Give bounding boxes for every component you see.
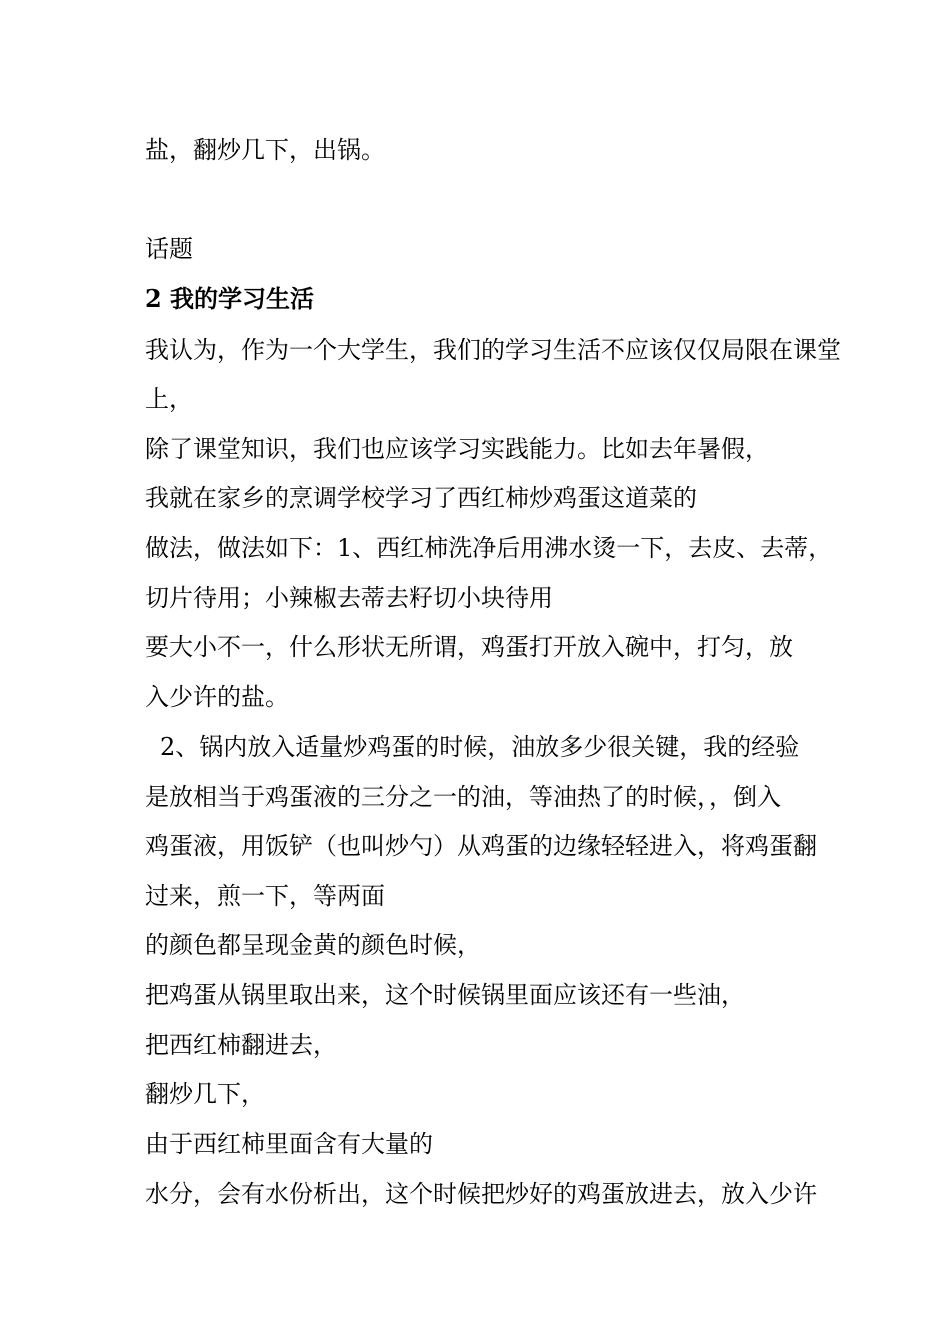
intro-tail-line: 盐，翻炒几下，出锅。: [145, 136, 385, 164]
body-line: 鸡蛋液，用饭铲（也叫炒勺）从鸡蛋的边缘轻轻进入，将鸡蛋翻: [145, 832, 817, 860]
body-line: 水分，会有水份析出，这个时候把炒好的鸡蛋放进去，放入少许: [145, 1180, 817, 1208]
body-line: 是放相当于鸡蛋液的三分之一的油，等油热了的时候，，倒入: [145, 783, 781, 811]
body-line: 上，: [145, 385, 193, 413]
body-line: 切片待用；小辣椒去蒂去籽切小块待用: [145, 584, 553, 612]
body-line: 把西红柿翻进去，: [145, 1031, 337, 1059]
body-line: 入少许的盐。: [145, 683, 289, 711]
body-line: 要大小不一，什么形状无所谓，鸡蛋打开放入碗中，打匀，放: [145, 633, 793, 661]
body-line: 我认为，作为一个大学生，我们的学习生活不应该仅仅局限在课堂: [145, 336, 841, 364]
body-line: 的颜色都呈现金黄的颜色时候，: [145, 931, 481, 959]
body-line: 由于西红柿里面含有大量的: [145, 1130, 433, 1158]
section-label: 话题: [145, 235, 193, 263]
body-line: 做法，做法如下：1、西红柿洗净后用沸水烫一下，去皮、去蒂，: [145, 534, 833, 562]
body-line: 把鸡蛋从锅里取出来，这个时候锅里面应该还有一些油，: [145, 981, 745, 1009]
body-line: 2、锅内放入适量炒鸡蛋的时候，油放多少很关键，我的经验: [160, 733, 800, 761]
body-line: 过来，煎一下，等两面: [145, 882, 385, 910]
body-line: 翻炒几下，: [145, 1080, 265, 1108]
body-line: 除了课堂知识，我们也应该学习实践能力。比如去年暑假，: [145, 435, 769, 463]
topic-title: 2 我的学习生活: [145, 284, 315, 313]
body-line: 我就在家乡的烹调学校学习了西红柿炒鸡蛋这道菜的: [145, 484, 697, 512]
